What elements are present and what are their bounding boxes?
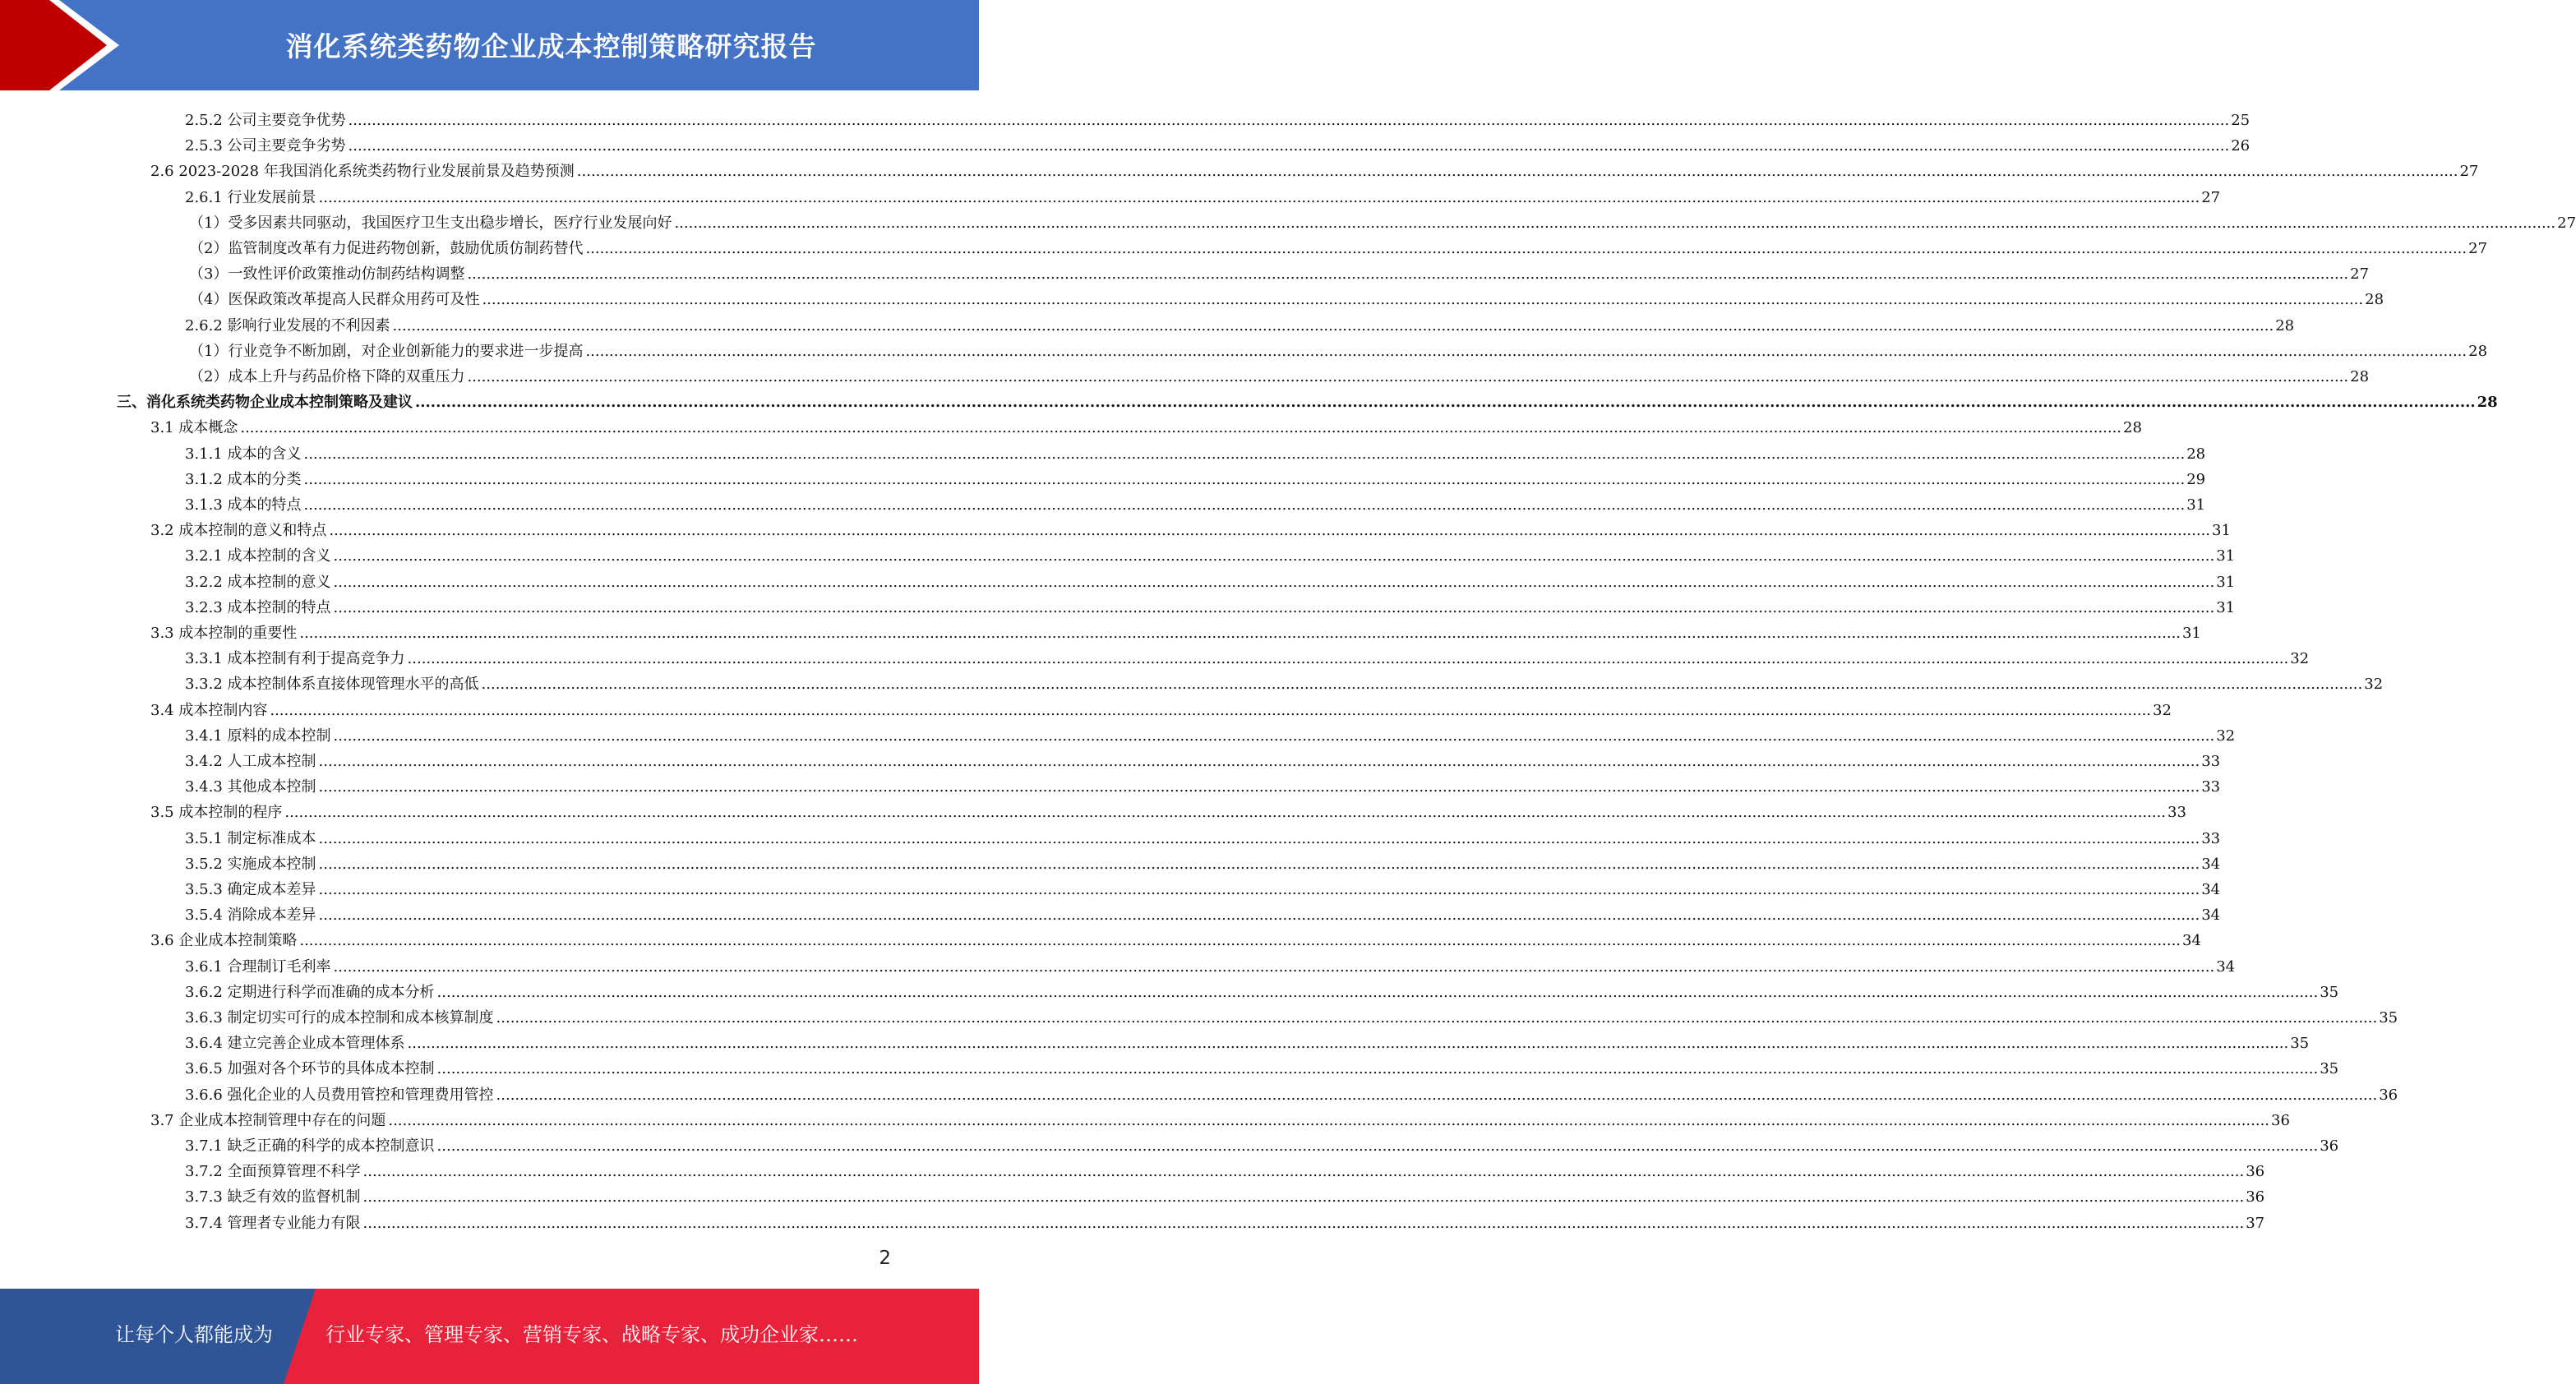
toc-entry-title: 3.7.3 缺乏有效的监督机制 (185, 1188, 361, 1206)
toc-leader-dots: ................................................................................................................................................................................................................................................................................................................................................................................................................ (436, 983, 2319, 1001)
toc-entry-title: （4）医保政策改革提高人民群众用药可及性 (189, 291, 480, 309)
toc-entry-page: 27 (2468, 240, 2488, 257)
toc-entry-title: （2）成本上升与药品价格下降的双重压力 (189, 368, 465, 385)
page-header (0, 0, 979, 90)
toc-leader-dots: ................................................................................................................................................................................................................................................................................................................................................................................................................ (333, 573, 2215, 591)
toc-entry-title: 2.5.3 公司主要竞争劣势 (185, 137, 346, 155)
toc-entry-title: 3.6.5 加强对各个环节的具体成本控制 (185, 1060, 435, 1078)
toc-entry[interactable] (189, 258, 2370, 284)
toc-entry-page: 36 (2379, 1086, 2398, 1104)
toc-entry-title: 3.3.2 成本控制体系直接体现管理水平的高低 (185, 676, 479, 694)
toc-leader-dots: ................................................................................................................................................................................................................................................................................................................................................................................................................ (318, 753, 2200, 770)
toc-entry-title: 3.6.2 定期进行科学而准确的成本分析 (185, 983, 435, 1001)
toc-leader-dots: ................................................................................................................................................................................................................................................................................................................................................................................................................ (392, 316, 2274, 334)
toc-entry-page: 27 (2350, 265, 2370, 284)
footer-slogan-left: 让每个人都能成为 (115, 1323, 273, 1346)
toc-entry-page: 32 (2364, 676, 2384, 694)
footer-slogan-right: 行业专家、管理专家、营销专家、战略专家、成功企业家…… (325, 1323, 858, 1346)
toc-entry-page: 34 (2201, 855, 2221, 873)
toc-entry[interactable] (150, 155, 2479, 181)
toc-leader-dots: ................................................................................................................................................................................................................................................................................................................................................................................................................ (333, 957, 2215, 976)
toc-entry[interactable] (185, 438, 2206, 464)
toc-leader-dots: ................................................................................................................................................................................................................................................................................................................................................................................................................ (388, 1111, 2270, 1129)
toc-entry[interactable] (150, 617, 2201, 643)
toc-entry[interactable] (185, 1002, 2398, 1027)
toc-entry-title: 3.7.2 全面预算管理不科学 (185, 1163, 361, 1181)
toc-entry[interactable] (150, 694, 2172, 720)
toc-entry[interactable] (185, 668, 2384, 694)
toc-entry-page: 31 (2212, 522, 2231, 540)
toc-entry-title: 3.2.1 成本控制的含义 (185, 547, 331, 565)
toc-leader-dots: ................................................................................................................................................................................................................................................................................................................................................................................................................ (284, 804, 2167, 822)
toc-entry-page: 28 (2365, 291, 2384, 309)
toc-entry[interactable] (185, 771, 2221, 796)
toc-leader-dots: ................................................................................................................................................................................................................................................................................................................................................................................................................ (674, 214, 2556, 232)
toc-leader-dots: ................................................................................................................................................................................................................................................................................................................................................................................................................ (576, 163, 2458, 181)
toc-entry-page: 35 (2379, 1009, 2398, 1026)
toc-leader-dots: ................................................................................................................................................................................................................................................................................................................................................................................................................ (240, 419, 2122, 437)
page-title: 消化系统类药物企业成本控制策略研究报告 (285, 30, 817, 62)
toc-entry-title: （1）受多因素共同驱动，我国医疗卫生支出稳步增长，医疗行业发展向好 (189, 214, 672, 232)
toc-leader-dots: ................................................................................................................................................................................................................................................................................................................................................................................................................ (329, 522, 2211, 540)
toc-entry-title: 3.6.6 强化企业的人员费用管控和管理费用管控 (185, 1086, 494, 1104)
toc-entry[interactable] (185, 874, 2221, 899)
toc-leader-dots: ................................................................................................................................................................................................................................................................................................................................................................................................................ (407, 1035, 2289, 1053)
toc-entry-title: 2.6 2023-2028 年我国消化系统类药物行业发展前景及趋势预测 (150, 163, 575, 181)
toc-leader-dots: ................................................................................................................................................................................................................................................................................................................................................................................................................ (333, 547, 2215, 565)
toc-leader-dots: ................................................................................................................................................................................................................................................................................................................................................................................................................ (481, 676, 2363, 694)
toc-entry[interactable] (185, 976, 2339, 1002)
toc-entry[interactable] (185, 489, 2206, 514)
toc-entry-page: 31 (2216, 573, 2236, 591)
toc-entry-title: 3.2.2 成本控制的意义 (185, 573, 331, 591)
toc-entry[interactable] (185, 182, 2221, 207)
toc-leader-dots: ................................................................................................................................................................................................................................................................................................................................................................................................................ (348, 137, 2230, 155)
toc-leader-dots: ................................................................................................................................................................................................................................................................................................................................................................................................................ (303, 496, 2186, 514)
toc-entry-page: 36 (2320, 1137, 2339, 1155)
toc-entry-page: 28 (2477, 394, 2498, 412)
toc-entry-page: 37 (2246, 1214, 2265, 1232)
toc-entry[interactable] (117, 386, 2498, 412)
toc-leader-dots: ................................................................................................................................................................................................................................................................................................................................................................................................................ (318, 907, 2200, 925)
toc-entry[interactable] (185, 592, 2236, 617)
toc-entry-page: 34 (2216, 957, 2236, 976)
toc-entry[interactable] (189, 233, 2488, 258)
toc-entry-title: 3.4.1 原料的成本控制 (185, 727, 331, 745)
toc-entry-title: 3.2.3 成本控制的特点 (185, 598, 331, 616)
toc-entry[interactable] (189, 284, 2384, 309)
toc-entry[interactable] (185, 720, 2236, 745)
toc-entry-title: （1）行业竞争不断加剧，对企业创新能力的要求进一步提高 (189, 342, 584, 360)
toc-entry[interactable] (185, 1027, 2310, 1053)
toc-entry[interactable] (185, 1053, 2339, 1078)
toc-entry[interactable] (185, 464, 2206, 489)
toc-entry-page: 31 (2182, 625, 2201, 642)
toc-entry[interactable] (150, 925, 2201, 950)
toc-entry[interactable] (185, 1130, 2339, 1156)
toc-entry-page: 31 (2216, 598, 2236, 616)
toc-entry-title: 3.4 成本控制内容 (150, 701, 268, 719)
toc-entry-title: 3.5.3 确定成本差异 (185, 881, 316, 898)
toc-entry-title: （2）监管制度改革有力促进药物创新，鼓励优质仿制药替代 (189, 240, 584, 257)
toc-entry[interactable] (185, 540, 2236, 565)
toc-leader-dots: ................................................................................................................................................................................................................................................................................................................................................................................................................ (415, 394, 2476, 412)
toc-entry-page: 33 (2201, 753, 2221, 770)
toc-entry[interactable] (189, 361, 2370, 386)
toc-entry-title: 2.5.2 公司主要竞争优势 (185, 112, 346, 129)
toc-entry-title: 3.6.1 合理制订毛利率 (185, 957, 331, 976)
toc-entry-title: 3.4.2 人工成本控制 (185, 753, 316, 770)
toc-entry-page: 32 (2216, 727, 2236, 745)
toc-entry[interactable] (185, 899, 2221, 925)
toc-entry-title: 2.6.2 影响行业发展的不利因素 (185, 316, 390, 334)
toc-entry-title: 3.1.3 成本的特点 (185, 496, 302, 514)
toc-entry-title: 3.1 成本概念 (150, 419, 238, 437)
toc-entry-title: 3.3.1 成本控制有利于提高竞争力 (185, 650, 405, 668)
toc-entry[interactable] (185, 1079, 2398, 1105)
toc-entry-title: 3.2 成本控制的意义和特点 (150, 522, 327, 540)
toc-leader-dots: ................................................................................................................................................................................................................................................................................................................................................................................................................ (585, 240, 2468, 257)
toc-entry[interactable] (189, 335, 2488, 361)
toc-entry[interactable] (189, 207, 2576, 233)
toc-entry-page: 31 (2216, 547, 2236, 565)
toc-entry[interactable] (185, 1207, 2265, 1233)
toc-entry-page: 34 (2182, 932, 2201, 950)
toc-entry-title: 3.7 企业成本控制管理中存在的问题 (150, 1111, 386, 1129)
page-number: 2 (879, 1248, 891, 1269)
toc-entry-page: 27 (2201, 188, 2221, 206)
toc-entry-page: 31 (2186, 496, 2206, 514)
toc-entry-page: 28 (2468, 342, 2488, 360)
toc-leader-dots: ................................................................................................................................................................................................................................................................................................................................................................................................................ (585, 342, 2468, 360)
toc-entry[interactable] (185, 643, 2310, 668)
toc-leader-dots: ................................................................................................................................................................................................................................................................................................................................................................................................................ (482, 291, 2364, 309)
toc-entry-title: （3）一致性评价政策推动仿制药结构调整 (189, 265, 465, 284)
toc-entry-page: 36 (2271, 1111, 2290, 1129)
page-footer (0, 1289, 979, 1384)
toc-leader-dots: ................................................................................................................................................................................................................................................................................................................................................................................................................ (436, 1137, 2319, 1155)
toc-leader-dots: ................................................................................................................................................................................................................................................................................................................................................................................................................ (362, 1214, 2245, 1232)
toc-leader-dots: ................................................................................................................................................................................................................................................................................................................................................................................................................ (299, 932, 2181, 950)
toc-entry-page: 36 (2246, 1163, 2265, 1181)
toc-leader-dots: ................................................................................................................................................................................................................................................................................................................................................................................................................ (270, 701, 2152, 719)
toc-entry-title: 3.1.1 成本的含义 (185, 445, 302, 463)
toc-leader-dots: ................................................................................................................................................................................................................................................................................................................................................................................................................ (467, 368, 2349, 385)
toc-entry-title: 3.5 成本控制的程序 (150, 804, 283, 822)
toc-leader-dots: ................................................................................................................................................................................................................................................................................................................................................................................................................ (496, 1086, 2378, 1104)
toc-leader-dots: ................................................................................................................................................................................................................................................................................................................................................................................................................ (318, 778, 2200, 796)
toc-leader-dots: ................................................................................................................................................................................................................................................................................................................................................................................................................ (303, 445, 2186, 463)
toc-entry[interactable] (185, 848, 2221, 874)
toc-entry-title: 3.6.3 制定切实可行的成本控制和成本核算制度 (185, 1009, 494, 1026)
toc-leader-dots: ................................................................................................................................................................................................................................................................................................................................................................................................................ (362, 1188, 2245, 1206)
toc-leader-dots: ................................................................................................................................................................................................................................................................................................................................................................................................................ (436, 1060, 2319, 1078)
toc-entry-page: 34 (2201, 881, 2221, 898)
toc-entry-page: 28 (2186, 445, 2206, 463)
toc-entry-page: 33 (2201, 778, 2221, 796)
toc-entry-page: 28 (2350, 368, 2370, 385)
toc-entry-title: 三、消化系统类药物企业成本控制策略及建议 (117, 394, 413, 412)
toc-entry-page: 33 (2201, 829, 2221, 847)
toc-entry-page: 34 (2201, 907, 2221, 925)
toc-entry-title: 3.7.1 缺乏正确的科学的成本控制意识 (185, 1137, 435, 1155)
toc-entry[interactable] (185, 823, 2221, 848)
toc-leader-dots: ................................................................................................................................................................................................................................................................................................................................................................................................................ (333, 598, 2215, 616)
toc-entry-page: 35 (2320, 1060, 2339, 1078)
toc-leader-dots: ................................................................................................................................................................................................................................................................................................................................................................................................................ (318, 881, 2200, 898)
toc-leader-dots: ................................................................................................................................................................................................................................................................................................................................................................................................................ (348, 112, 2230, 129)
toc-entry[interactable] (150, 796, 2186, 822)
toc-entry[interactable] (185, 745, 2221, 771)
toc-entry[interactable] (185, 104, 2251, 130)
toc-entry[interactable] (185, 566, 2236, 592)
toc-leader-dots: ................................................................................................................................................................................................................................................................................................................................................................................................................ (467, 265, 2349, 284)
toc-leader-dots: ................................................................................................................................................................................................................................................................................................................................................................................................................ (299, 625, 2181, 642)
toc-entry-title: 2.6.1 行业发展前景 (185, 188, 316, 206)
toc-leader-dots: ................................................................................................................................................................................................................................................................................................................................................................................................................ (303, 470, 2186, 488)
toc-entry-page: 25 (2231, 112, 2251, 129)
toc-entry-page: 27 (2459, 163, 2479, 181)
toc-entry-page: 32 (2290, 650, 2310, 668)
toc-entry-page: 33 (2167, 804, 2186, 822)
toc-entry[interactable] (150, 412, 2142, 437)
toc-entry[interactable] (185, 1156, 2265, 1181)
toc-entry-page: 36 (2246, 1188, 2265, 1206)
toc-leader-dots: ................................................................................................................................................................................................................................................................................................................................................................................................................ (333, 727, 2215, 745)
toc-entry-title: 3.6 企业成本控制策略 (150, 932, 298, 950)
toc-entry-title: 3.5.2 实施成本控制 (185, 855, 316, 873)
toc-entry-page: 32 (2153, 701, 2172, 719)
toc-entry[interactable] (185, 1181, 2265, 1206)
toc-leader-dots: ................................................................................................................................................................................................................................................................................................................................................................................................................ (318, 855, 2200, 873)
toc-entry-title: 3.5.4 消除成本差异 (185, 907, 316, 925)
toc-entry-page: 35 (2320, 983, 2339, 1001)
toc-entry[interactable] (185, 130, 2251, 155)
toc-entry[interactable] (185, 310, 2295, 335)
toc-entry-title: 3.1.2 成本的分类 (185, 470, 302, 488)
toc-leader-dots: ................................................................................................................................................................................................................................................................................................................................................................................................................ (318, 829, 2200, 847)
toc-entry-title: 3.6.4 建立完善企业成本管理体系 (185, 1035, 405, 1053)
toc-entry-title: 3.7.4 管理者专业能力有限 (185, 1214, 361, 1232)
toc-entry-title: 3.5.1 制定标准成本 (185, 829, 316, 847)
toc-entry-page: 29 (2186, 470, 2206, 488)
toc-entry-page: 27 (2557, 214, 2576, 232)
toc-entry-page: 35 (2290, 1035, 2310, 1053)
toc-entry-title: 3.3 成本控制的重要性 (150, 625, 298, 642)
toc-leader-dots: ................................................................................................................................................................................................................................................................................................................................................................................................................ (496, 1009, 2378, 1026)
toc-leader-dots: ................................................................................................................................................................................................................................................................................................................................................................................................................ (362, 1163, 2245, 1181)
toc-entry[interactable] (185, 951, 2236, 976)
toc-leader-dots: ................................................................................................................................................................................................................................................................................................................................................................................................................ (318, 188, 2200, 206)
toc-entry-page: 26 (2231, 137, 2251, 155)
toc-entry-title: 3.4.3 其他成本控制 (185, 778, 316, 796)
toc-entry-page: 28 (2275, 316, 2295, 334)
toc-leader-dots: ................................................................................................................................................................................................................................................................................................................................................................................................................ (407, 650, 2289, 668)
toc-entry[interactable] (150, 514, 2231, 540)
toc-entry-page: 28 (2123, 419, 2142, 437)
toc-entry[interactable] (150, 1105, 2290, 1130)
